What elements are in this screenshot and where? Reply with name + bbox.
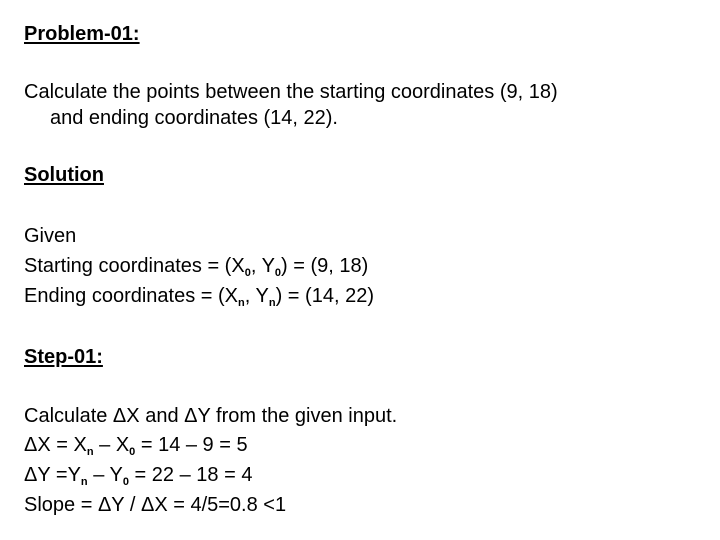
step-heading-text: Step-01: [24, 346, 103, 368]
ending-coordinates-line [24, 284, 374, 308]
start-mid: , Y [250, 255, 275, 277]
step-heading [24, 345, 103, 369]
dx-sub-a: n [86, 446, 94, 458]
given-label: Given [24, 225, 77, 247]
dy-prefix: ΔY =Y [24, 464, 81, 486]
dx-sub-b: 0 [129, 446, 136, 458]
end-mid: , Y [244, 285, 269, 307]
problem-text-line-1: Calculate the points between the starting coordinates (9, 18) [24, 81, 558, 103]
start-sub-y: 0 [274, 267, 282, 279]
end-prefix: Ending coordinates = (X [24, 285, 239, 307]
dy-mid: – Y [87, 464, 123, 486]
dx-mid: – X [93, 434, 130, 456]
delta-x-line [24, 433, 248, 457]
solution-heading [24, 163, 104, 187]
problem-heading [24, 22, 140, 46]
step-intro: Calculate ΔX and ΔY from the given input. [24, 405, 398, 427]
solution-heading-text: Solution [24, 164, 104, 186]
start-suffix: ) = (9, 18) [281, 255, 369, 277]
dy-sub-b: 0 [122, 476, 129, 488]
delta-y-line [24, 463, 252, 487]
starting-coordinates-line [24, 254, 368, 278]
problem-text-line-2: and ending coordinates (14, 22). [50, 107, 338, 129]
dy-sub-a: n [80, 476, 88, 488]
start-prefix: Starting coordinates = (X [24, 255, 245, 277]
end-suffix: ) = (14, 22) [275, 285, 374, 307]
slope-line: Slope = ΔY / ΔX = 4/5=0.8 <1 [24, 494, 287, 516]
end-sub-y: n [268, 297, 276, 309]
end-sub-x: n [238, 297, 245, 309]
dx-suffix: = 14 – 9 = 5 [135, 434, 248, 456]
problem-heading-text: Problem-01: [24, 23, 140, 45]
start-sub-x: 0 [244, 267, 251, 279]
dx-prefix: ΔX = X [24, 434, 87, 456]
dy-suffix: = 22 – 18 = 4 [129, 464, 253, 486]
